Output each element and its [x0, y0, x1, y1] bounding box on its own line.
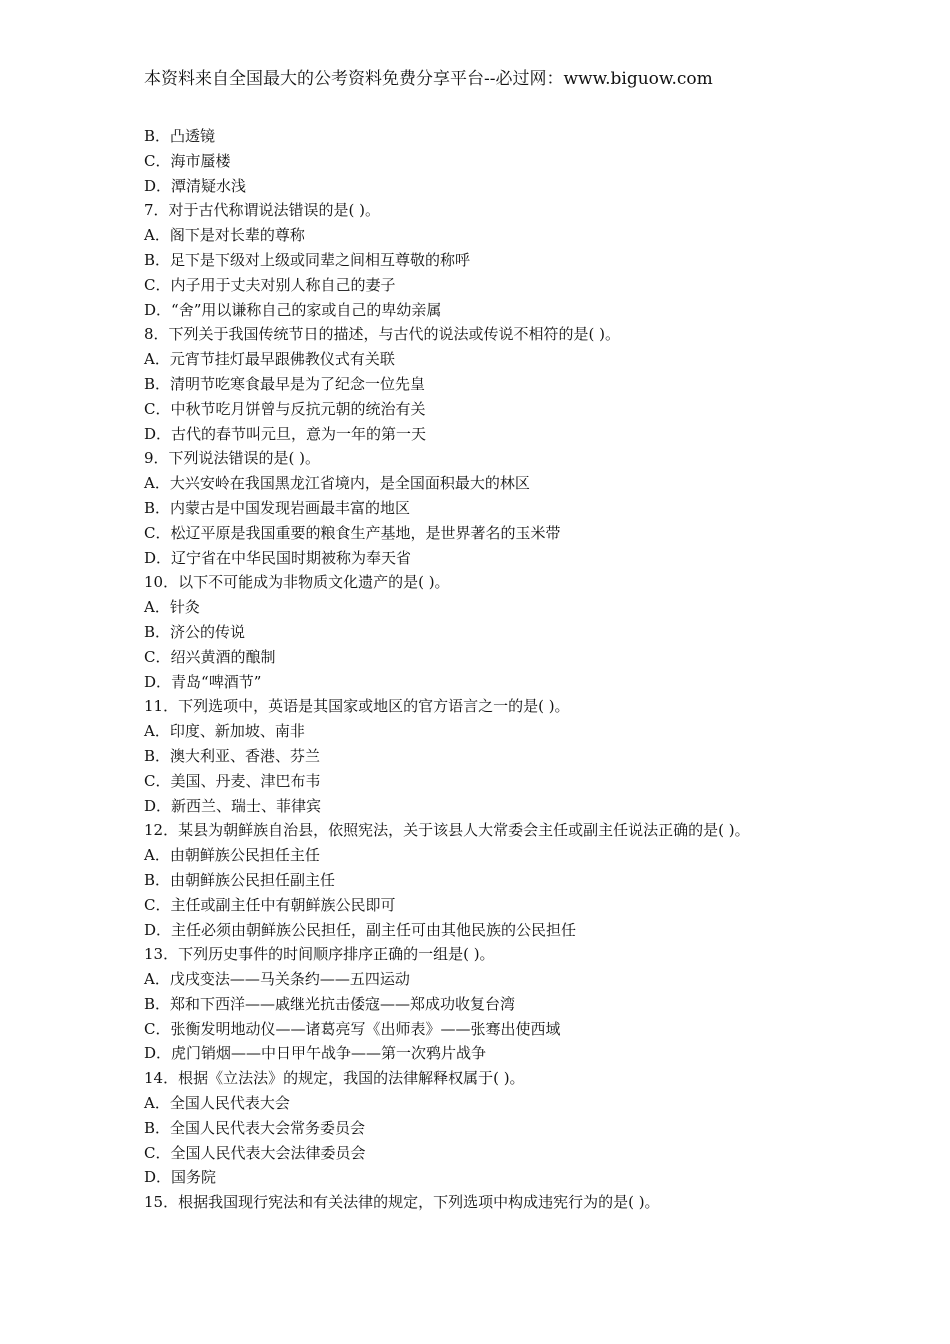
option-line: A．印度、新加坡、南非 — [144, 722, 305, 741]
question-line: 15．根据我国现行宪法和有关法律的规定，下列选项中构成违宪行为的是( )。 — [144, 1193, 660, 1212]
option-line: C．海市蜃楼 — [144, 151, 231, 170]
option-line: B．清明节吃寒食最早是为了纪念一位先皇 — [144, 374, 426, 393]
option-line: C．内子用于丈夫对别人称自己的妻子 — [144, 275, 396, 294]
question-line: 12．某县为朝鲜族自治县，依照宪法，关于该县人大常委会主任或副主任说法正确的是( )。 — [144, 821, 750, 840]
option-line: B．凸透镜 — [144, 127, 216, 145]
question-line: 9．下列说法错误的是( )。 — [144, 449, 321, 468]
question-content — [144, 124, 844, 1215]
option-line: D．古代的春节叫元旦，意为一年的第一天 — [144, 424, 427, 443]
option-line: C．全国人民代表大会法律委员会 — [144, 1143, 366, 1162]
option-line: D．国务院 — [144, 1168, 217, 1187]
option-line: C．主任或副主任中有朝鲜族公民即可 — [144, 895, 396, 914]
option-line: B．足下是下级对上级或同辈之间相互尊敬的称呼 — [144, 250, 471, 269]
option-line: D．新西兰、瑞士、菲律宾 — [144, 796, 322, 815]
option-line: B．全国人民代表大会常务委员会 — [144, 1118, 366, 1137]
option-line: D．潭清疑水浅 — [144, 176, 247, 195]
option-line: A．针灸 — [144, 598, 200, 617]
option-line: B．济公的传说 — [144, 622, 246, 641]
option-line: C．松辽平原是我国重要的粮食生产基地，是世界著名的玉米带 — [144, 523, 561, 542]
question-line: 8．下列关于我国传统节日的描述，与古代的说法或传说不相符的是( )。 — [144, 325, 621, 344]
option-line: C．美国、丹麦、津巴布韦 — [144, 771, 321, 790]
question-line: 14．根据《立法法》的规定，我国的法律解释权属于( )。 — [144, 1069, 525, 1088]
option-line: B．内蒙古是中国发现岩画最丰富的地区 — [144, 498, 411, 517]
question-line: 13．下列历史事件的时间顺序排序正确的一组是( )。 — [144, 945, 495, 964]
option-line: D．青岛“啤酒节” — [144, 672, 262, 691]
option-line: B．澳大利亚、香港、芬兰 — [144, 746, 321, 765]
option-line: B．郑和下西洋——戚继光抗击倭寇——郑成功收复台湾 — [144, 994, 516, 1013]
option-line: A．戊戌变法——马关条约——五四运动 — [144, 970, 410, 989]
option-line: A．大兴安岭在我国黑龙江省境内，是全国面积最大的林区 — [144, 474, 530, 493]
page-header-source: 本资料来自全国最大的公考资料免费分享平台--必过网：www.biguow.com — [144, 69, 713, 89]
option-line: C．绍兴黄酒的酿制 — [144, 647, 276, 666]
option-line: D．主任必须由朝鲜族公民担任，副主任可由其他民族的公民担任 — [144, 920, 577, 939]
option-line: D．辽宁省在中华民国时期被称为奉天省 — [144, 548, 412, 567]
question-line: 11．下列选项中，英语是其国家或地区的官方语言之一的是( )。 — [144, 697, 570, 716]
option-line: D．虎门销烟——中日甲午战争——第一次鸦片战争 — [144, 1044, 487, 1063]
option-line: A．全国人民代表大会 — [144, 1094, 290, 1113]
option-line: A．由朝鲜族公民担任主任 — [144, 846, 320, 865]
question-line: 7．对于古代称谓说法错误的是( )。 — [144, 201, 381, 220]
option-line: A．阁下是对长辈的尊称 — [144, 226, 305, 245]
option-line: C．张衡发明地动仪——诸葛亮写《出师表》——张骞出使西域 — [144, 1019, 561, 1038]
option-line: A．元宵节挂灯最早跟佛教仪式有关联 — [144, 350, 395, 369]
option-line: B．由朝鲜族公民担任副主任 — [144, 870, 336, 889]
option-line: C．中秋节吃月饼曾与反抗元朝的统治有关 — [144, 399, 426, 418]
question-line: 10．以下不可能成为非物质文化遗产的是( )。 — [144, 573, 450, 592]
option-line: D．“舍”用以谦称自己的家或自己的卑幼亲属 — [144, 300, 442, 319]
